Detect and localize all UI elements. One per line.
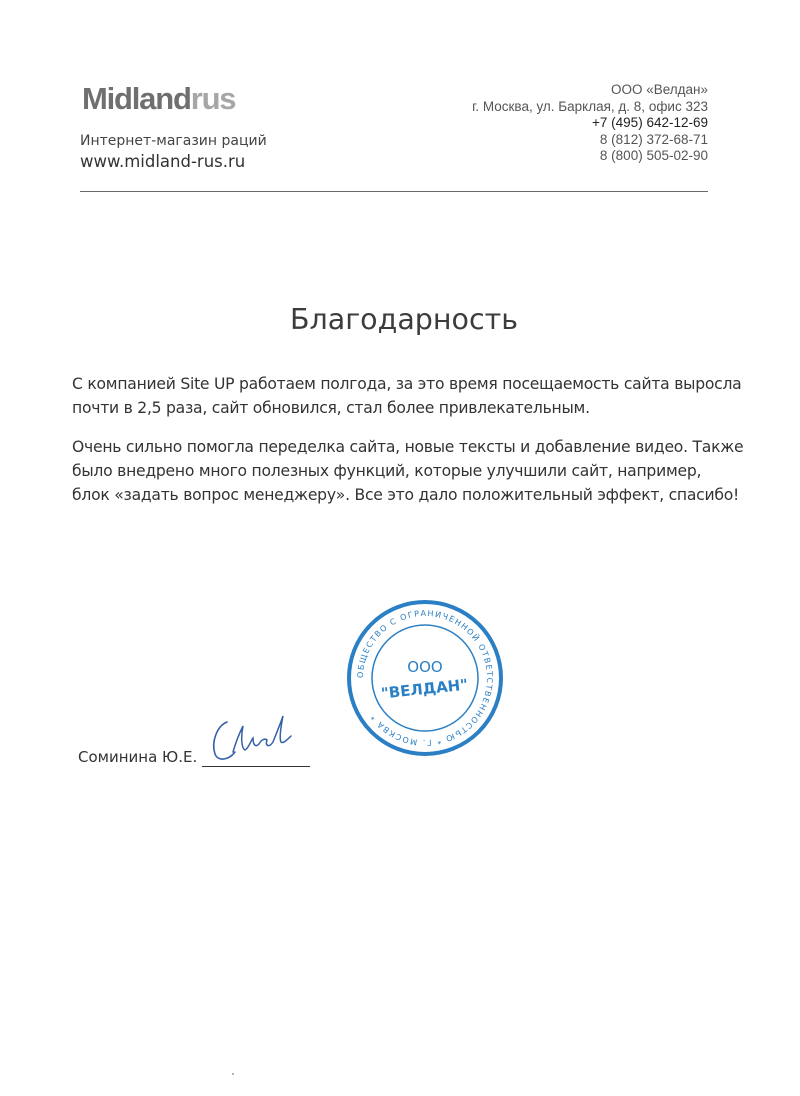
phone-moscow: +7 (495) 642-12-69 — [592, 115, 708, 130]
company-stamp — [345, 598, 505, 758]
phone-free: 8 (800) 505-02-90 — [599, 148, 708, 163]
company-address: г. Москва, ул. Барклая, д. 8, офис 323 — [472, 98, 708, 114]
website-url: www.midland-rus.ru — [80, 152, 246, 171]
header-divider — [80, 191, 708, 192]
paragraph-2-line: было внедрено много полезных функций, которые улучшили сайт, например, — [72, 462, 702, 480]
signer-name: Соминина Ю.Е. — [78, 748, 198, 766]
paragraph-2-line: Очень сильно помогла переделка сайта, новые тексты и добавление видео. Также — [72, 438, 744, 456]
paragraph-1-line: почти в 2,5 раза, сайт обновился, стал более привлекательным. — [72, 399, 590, 417]
tagline: Интернет-магазин раций — [80, 133, 267, 149]
contact-block — [472, 82, 708, 165]
stamp-name-line: "ВЕЛДАН" — [380, 675, 469, 703]
paragraph-1-line: С компанией Site UP работаем полгода, за это время посещаемость сайта выросла — [72, 375, 742, 393]
logo-part-rus: rus — [190, 81, 236, 116]
logo-part-midland: Midland — [82, 81, 191, 116]
stamp-org-line: ООО — [407, 658, 443, 676]
scan-speck — [232, 1073, 234, 1075]
paragraph-2-line: блок «задать вопрос менеджеру». Все это дало положительный эффект, спасибо! — [72, 486, 740, 504]
handwritten-signature — [205, 712, 295, 767]
phone-spb: 8 (812) 372-68-71 — [599, 131, 708, 147]
company-name: ООО «Велдан» — [610, 82, 708, 97]
paragraph-1 — [72, 372, 752, 420]
letter-title: Благодарность — [289, 303, 519, 336]
stamp-ring-text: ОБЩЕСТВО С ОГРАНИЧЕННОЙ ОТВЕТСТВЕННОСТЬЮ * Г. МОСКВА * — [355, 608, 495, 748]
midlandrus-logo — [82, 83, 235, 114]
paragraph-2 — [72, 435, 752, 507]
